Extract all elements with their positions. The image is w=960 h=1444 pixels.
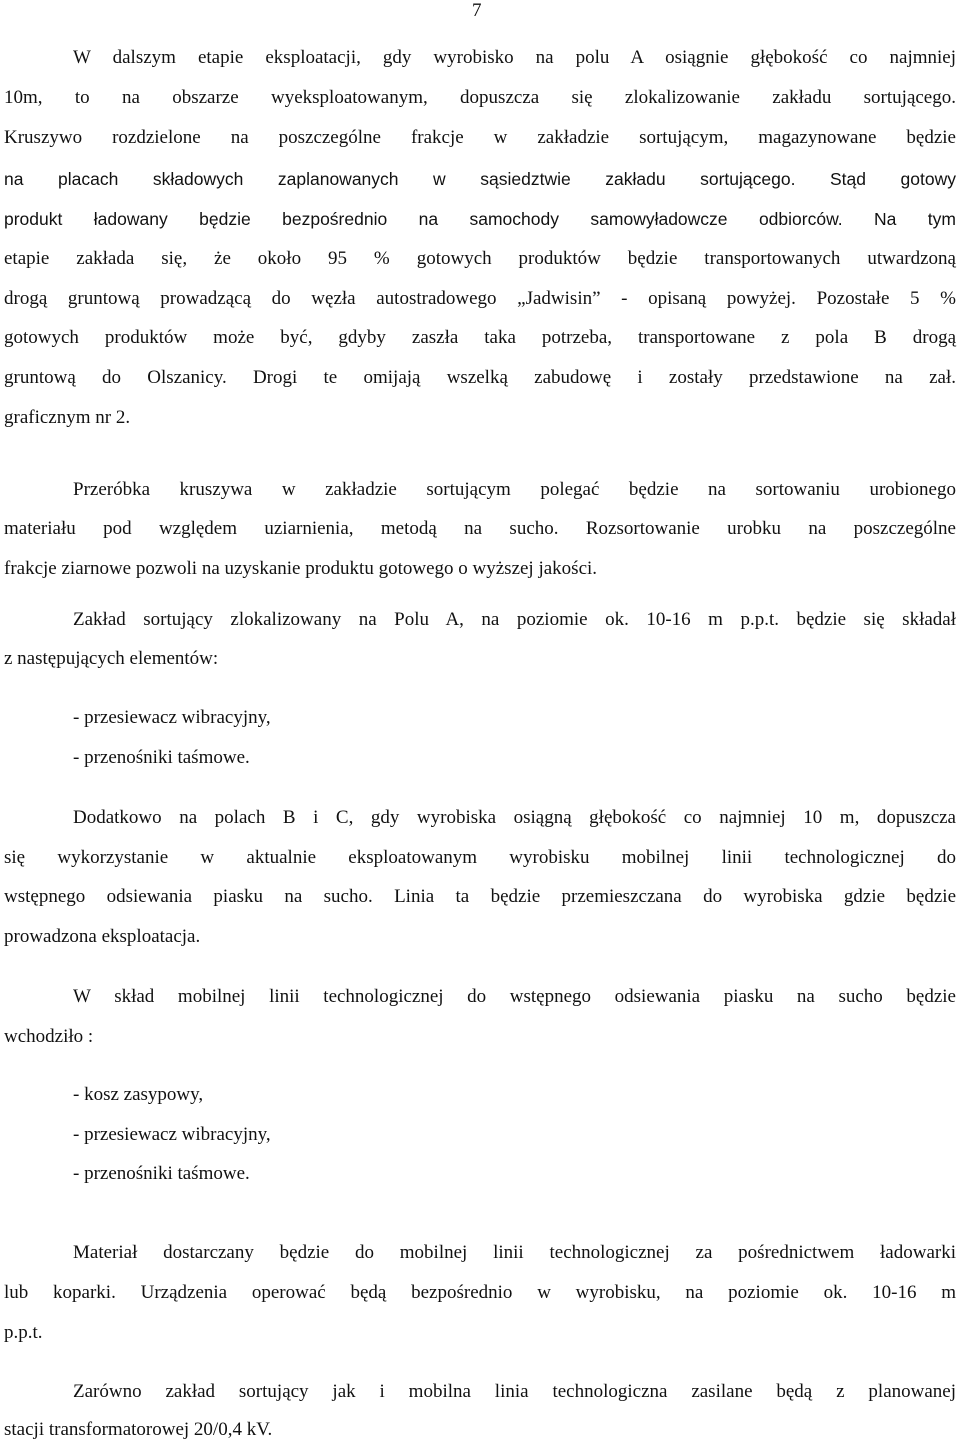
text-line: lub koparki. Urządzenia operować będą bezpośrednio w wyrobisku, na poziomie ok. 10-16 m bbox=[4, 1282, 956, 1303]
text-line: Zarówno zakład sortujący jak i mobilna linia technologiczna zasilane będą z planowanej bbox=[73, 1381, 956, 1402]
text-line: Przeróbka kruszywa w zakładzie sortującym polegać będzie na sortowaniu urobionego bbox=[73, 479, 956, 500]
list-item: - kosz zasypowy, bbox=[73, 1084, 204, 1105]
text-line: p.p.t. bbox=[4, 1322, 43, 1343]
text-line: etapie zakłada się, że około 95 % gotowych produktów będzie transportowanych utwardzoną bbox=[4, 248, 956, 269]
text-line: z następujących elementów: bbox=[4, 648, 219, 669]
text-line: produkt ładowany będzie bezpośrednio na samochody samowyładowcze odbiorców. Na tym bbox=[4, 209, 956, 229]
list-item: - przesiewacz wibracyjny, bbox=[73, 1124, 271, 1145]
list-item: - przenośniki taśmowe. bbox=[73, 747, 250, 768]
list-item: - przenośniki taśmowe. bbox=[73, 1163, 250, 1184]
text-line: wstępnego odsiewania piasku na sucho. Linia ta będzie przemieszczana do wyrobiska gdzie będzie bbox=[4, 886, 956, 907]
text-line: materiału pod względem uziarnienia, metodą na sucho. Rozsortowanie urobku na poszczególne bbox=[4, 518, 956, 539]
list-item: - przesiewacz wibracyjny, bbox=[73, 707, 271, 728]
text-line: gotowych produktów może być, gdyby zaszła taka potrzeba, transportowane z pola B drogą bbox=[4, 327, 956, 348]
text-line: W dalszym etapie eksploatacji, gdy wyrobisko na polu A osiągnie głębokość co najmniej bbox=[73, 47, 956, 68]
text-line: Materiał dostarczany będzie do mobilnej linii technologicznej za pośrednictwem ładowarki bbox=[73, 1242, 956, 1263]
text-line: Zakład sortujący zlokalizowany na Polu A, na poziomie ok. 10-16 m p.p.t. będzie się składał bbox=[73, 609, 956, 630]
text-line: się wykorzystanie w aktualnie eksploatowanym wyrobisku mobilnej linii technologicznej do bbox=[4, 847, 956, 868]
text-line: gruntową do Olszanicy. Drogi te omijają wszelką zabudowę i zostały przedstawione na zał. bbox=[4, 367, 956, 388]
text-line: frakcje ziarnowe pozwoli na uzyskanie produktu gotowego o wyższej jakości. bbox=[4, 558, 598, 579]
text-line: graficznym nr 2. bbox=[4, 407, 131, 428]
text-line: W skład mobilnej linii technologicznej do wstępnego odsiewania piasku na sucho będzie bbox=[73, 986, 956, 1007]
page-number: 7 bbox=[472, 0, 482, 21]
text-line: Dodatkowo na polach B i C, gdy wyrobiska osiągną głębokość co najmniej 10 m, dopuszcza bbox=[73, 807, 956, 828]
text-line: 10m, to na obszarze wyeksploatowanym, dopuszcza się zlokalizowanie zakładu sortującego. bbox=[4, 87, 956, 108]
text-line: Kruszywo rozdzielone na poszczególne frakcje w zakładzie sortującym, magazynowane będzie bbox=[4, 127, 956, 148]
text-line: wchodziło : bbox=[4, 1026, 94, 1047]
text-line: stacji transformatorowej 20/0,4 kV. bbox=[4, 1419, 273, 1440]
text-line: drogą gruntową prowadzącą do węzła autostradowego „Jadwisin” - opisaną powyżej. Pozostałe 5 % bbox=[4, 288, 956, 309]
text-line: prowadzona eksploatacja. bbox=[4, 926, 201, 947]
text-line: na placach składowych zaplanowanych w sąsiedztwie zakładu sortującego. Stąd gotowy bbox=[4, 169, 956, 189]
